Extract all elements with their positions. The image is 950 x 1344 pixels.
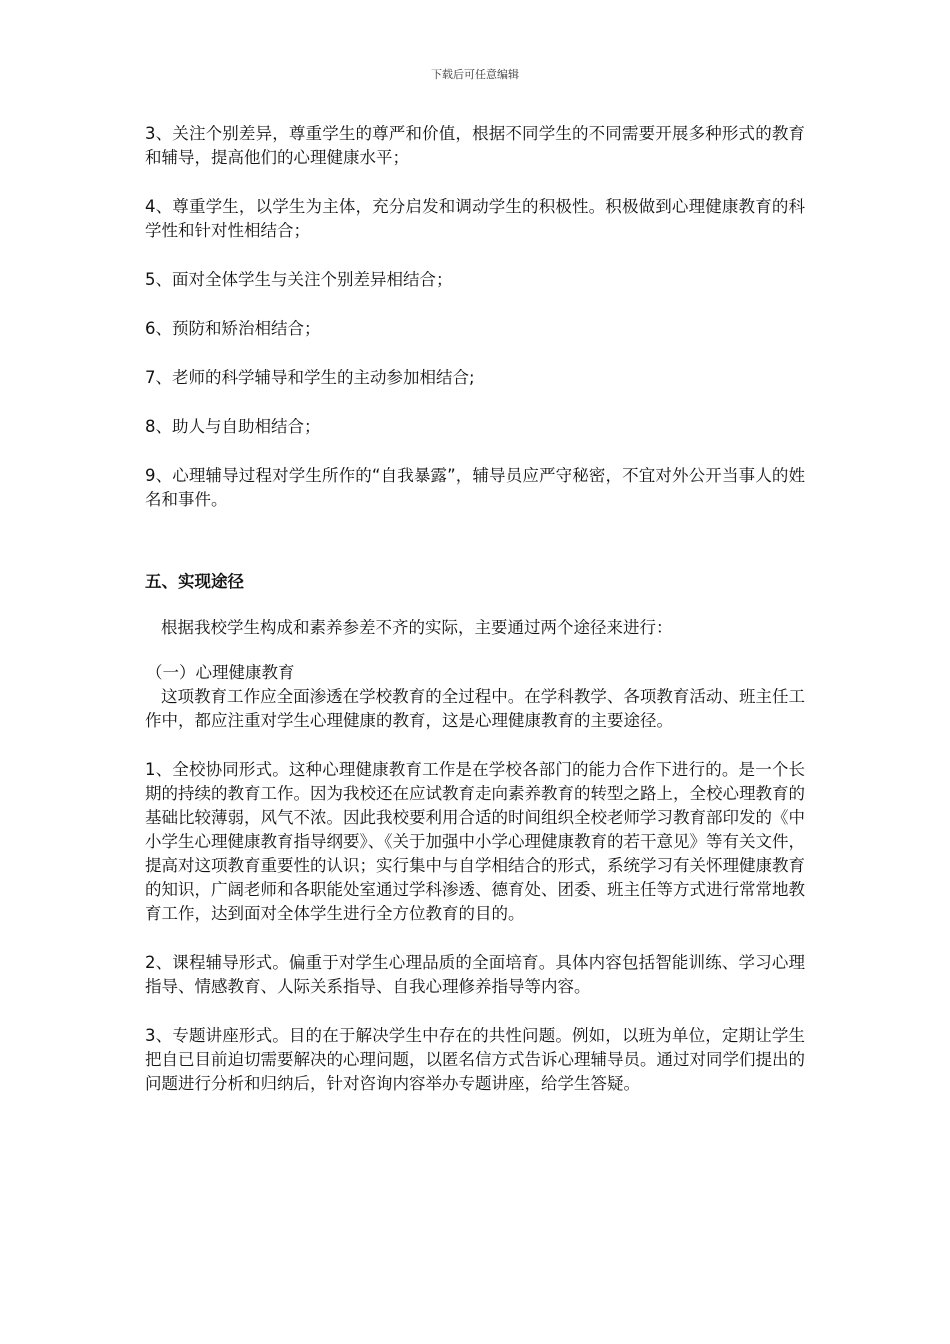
list-item: 7、老师的科学辅导和学生的主动参加相结合;	[145, 368, 475, 387]
list-item: 3、专题讲座形式。目的在于解决学生中存在的共性问题。例如，以班为单位，定期让学生把自已目前迫切需要解决的心理问题，以匿名信方式告诉心理辅导员。通过对同学们提出的问题进行分析和归纳后，针对咨询内容举办专题讲座，给学生答疑。	[145, 1026, 805, 1093]
list-item: 8、助人与自助相结合；	[145, 417, 321, 436]
section-title: 五、实现途径	[145, 572, 244, 591]
list-item: 4、尊重学生，以学生为主体，充分启发和调动学生的积极性。积极做到心理健康教育的科学性和针对性相结合；	[145, 197, 805, 240]
page-header: 下载后可任意编辑	[431, 68, 519, 81]
list-item: 5、面对全体学生与关注个别差异相结合；	[145, 270, 453, 289]
subsection-intro: 这项教育工作应全面渗透在学校教育的全过程中。在学科教学、各项教育活动、班主任工作中，都应注重对学生心理健康的教育，这是心理健康教育的主要途径。	[145, 687, 805, 730]
section-intro: 根据我校学生构成和素养参差不齐的实际，主要通过两个途径来进行：	[161, 618, 673, 637]
list-item: 9、心理辅导过程对学生所作的“自我暴露”，辅导员应严守秘密，不宜对外公开当事人的姓名和事件。	[145, 466, 805, 509]
subsection-title: （一）心理健康教育	[146, 663, 295, 682]
list-item: 3、关注个别差异，尊重学生的尊严和价值，根据不同学生的不同需要开展多种形式的教育和辅导，提高他们的心理健康水平；	[145, 124, 805, 167]
list-item: 1、全校协同形式。这种心理健康教育工作是在学校各部门的能力合作下进行的。是一个长期的持续的教育工作。因为我校还在应试教育走向素养教育的转型之路上，全校心理教育的基础比较薄弱，风气不浓。因此我校要利用合适的时间组织全校老师学习教育部印发的《中小学生心理健康教育指导纲要》、《关于加强中小学心理健康教育的若干意见》等有关文件，提高对这项教育重要性的认识；实行集中与自学相结合的形式，系统学习有关怀理健康教育的知识，广阔老师和各职能处室通过学科渗透、德育处、团委、班主任等方式进行常常地教育工作，达到面对全体学生进行全方位教育的目的。	[145, 760, 805, 923]
list-item: 6、预防和矫治相结合；	[145, 319, 321, 338]
list-item: 2、课程辅导形式。偏重于对学生心理品质的全面培育。具体内容包括智能训练、学习心理指导、情感教育、人际关系指导、自我心理修养指导等内容。	[145, 953, 805, 996]
document-body	[145, 122, 805, 1121]
